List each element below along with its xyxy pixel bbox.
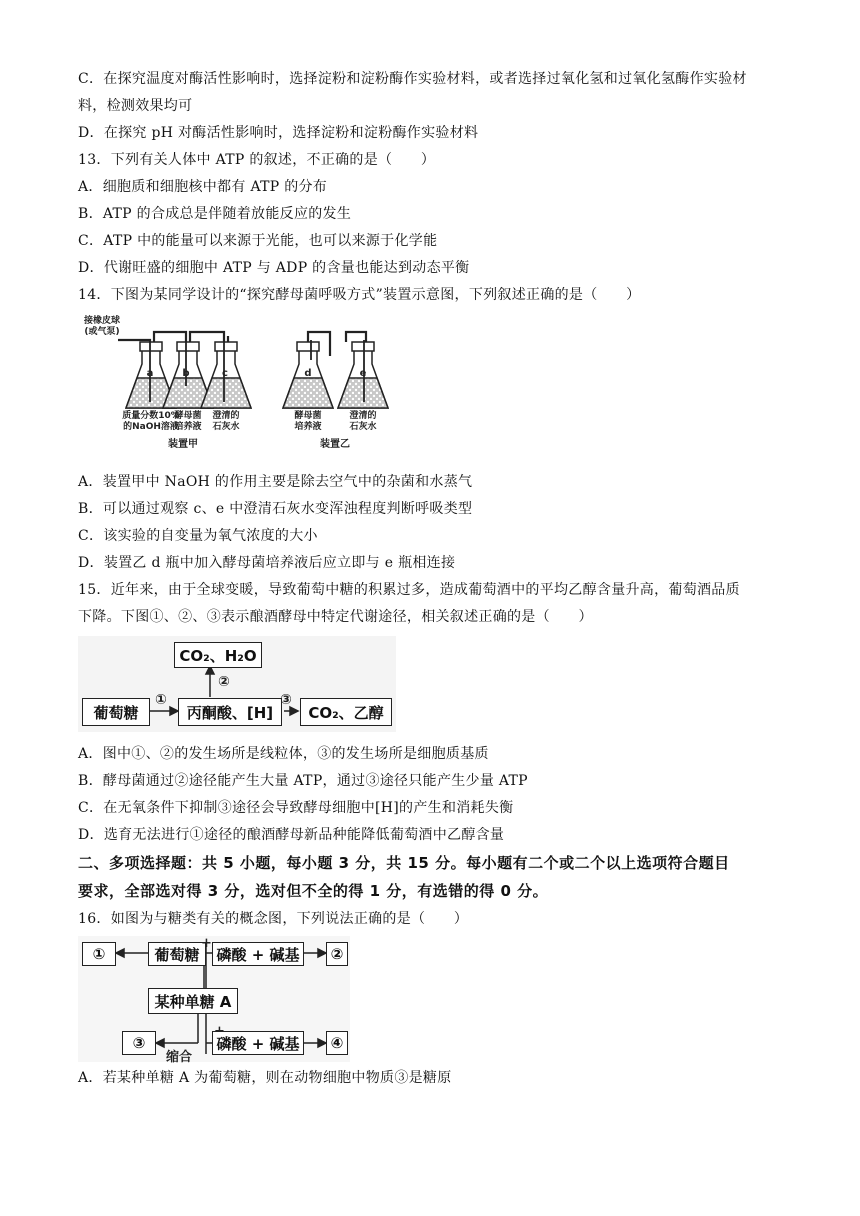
concept-box-1: ① [82,942,116,966]
condensation-label: 缩合 [166,1050,193,1065]
q13-option-d: D．代谢旺盛的细胞中 ATP 与 ADP 的含量也能达到动态平衡 [78,260,470,276]
q14-option-a: A．装置甲中 NaOH 的作用主要是除去空气中的杂菌和水蒸气 [78,474,473,490]
flask-d-label-line1: 酵母菌 [294,411,322,421]
concept-box-4: ④ [326,1031,348,1055]
q14-option-b: B．可以通过观察 c、e 中澄清石灰水变浑浊程度判断呼吸类型 [78,501,473,517]
pump-label-line2: (或气泵) [84,327,120,337]
flask-b-label-line2: 培养液 [174,422,202,432]
box-glucose: 葡萄糖 [82,698,150,726]
flask-b-label [168,411,208,433]
q15-option-b: B．酵母菌通过②途径能产生大量 ATP，通过③途径只能产生少量 ATP [78,773,528,789]
yeast-respiration-apparatus-figure [78,316,398,452]
q12-option-c-line1: C．在探究温度对酶活性影响时，选择淀粉和淀粉酶作实验材料，或者选择过氧化氢和过氧化氢酶作实验材 [78,71,747,87]
concept-box-glucose: 葡萄糖 [148,942,206,966]
q13-stem: 13．下列有关人体中 ATP 的叙述，不正确的是（ ） [78,152,436,168]
section2-title-line1: 二、多项选择题：共 5 小题，每小题 3 分，共 15 分。每小题有二个或二个以上选项符合题目 [78,854,730,872]
flask-d-label [288,411,328,433]
flask-letter-b: b [182,368,190,379]
device-jia-label: 装置甲 [168,439,198,450]
box-co2-h2o: CO₂、H₂O [174,642,262,668]
concept-box-monosaccharide-a: 某种单糖 A [148,988,238,1014]
section2-title-line2: 要求，全部选对得 3 分，选对但不全的得 1 分，有选错的得 0 分。 [78,882,549,900]
q15-stem-line2: 下降。下图①、②、③表示酿酒酵母中特定代谢途径，相关叙述正确的是（ ） [78,609,593,625]
concept-box-phosphate-base-bottom: 磷酸 + 碱基 [212,1031,304,1055]
flask-letter-a: a [146,368,154,379]
pathway-mark-1: ① [155,692,167,708]
flask-d-label-line2: 培养液 [294,422,322,432]
q15-option-d: D．选育无法进行①途径的酿酒酵母新品种能降低葡萄酒中乙醇含量 [78,827,505,843]
q12-option-c-line2: 料，检测效果均可 [78,98,193,114]
q15-stem-line1: 15．近年来，由于全球变暖，导致葡萄中糖的积累过多，造成葡萄酒中的平均乙醇含量升高，葡萄酒品质 [78,582,740,598]
q14-option-c: C．该实验的自变量为氧气浓度的大小 [78,528,318,544]
q16-stem: 16．如图为与糖类有关的概念图，下列说法正确的是（ ） [78,911,469,927]
concept-box-2: ② [326,942,348,966]
box-co2-ethanol: CO₂、乙醇 [300,698,392,726]
flask-letter-e: e [359,368,367,379]
flask-c-label [206,411,246,433]
q13-option-a: A．细胞质和细胞核中都有 ATP 的分布 [78,179,328,195]
concept-box-3: ③ [122,1031,156,1055]
pump-label-line1: 接橡皮球 [83,316,120,326]
flask-b-label-line1: 酵母菌 [174,411,202,421]
q14-stem: 14．下图为某同学设计的“探究酵母菌呼吸方式”装置示意图，下列叙述正确的是（ ） [78,287,641,303]
flask-e-label-line2: 石灰水 [349,422,377,432]
q12-option-d: D．在探究 pH 对酶活性影响时，选择淀粉和淀粉酶作实验材料 [78,125,479,141]
metabolic-pathway-figure [78,636,396,732]
flask-letter-c: c [222,368,228,379]
flask-e-label [343,411,383,433]
flask-a-label-line2: 的NaOH溶液 [123,422,179,432]
pathway-mark-2: ② [218,674,230,690]
device-yi-label: 装置乙 [320,439,350,450]
pump-label [78,316,126,338]
flask-a-label-line1: 质量分数10% [122,411,180,421]
q13-option-b: B．ATP 的合成总是伴随着放能反应的发生 [78,206,352,222]
flask-c-label-line2: 石灰水 [212,422,240,432]
carbohydrate-concept-map [78,936,350,1065]
flask-e-label-line1: 澄清的 [349,411,377,421]
q15-option-a: A．图中①、②的发生场所是线粒体，③的发生场所是细胞质基质 [78,746,489,762]
box-pyruvate-h: 丙酮酸、[H] [178,698,282,726]
concept-box-phosphate-base-top: 磷酸 + 碱基 [212,942,304,966]
q16-option-a: A．若某种单糖 A 为葡萄糖，则在动物细胞中物质③是糖原 [78,1070,452,1086]
flask-letter-d: d [304,368,312,379]
q13-option-c: C．ATP 中的能量可以来源于光能，也可以来源于化学能 [78,233,438,249]
pathway-mark-3: ③ [280,692,292,708]
q15-option-c: C．在无氧条件下抑制③途径会导致酵母细胞中[H]的产生和消耗失衡 [78,800,514,816]
plus-sign-top: + [201,936,212,951]
q14-option-d: D．装置乙 d 瓶中加入酵母菌培养液后应立即与 e 瓶相连接 [78,555,456,571]
flask-c-label-line1: 澄清的 [212,411,240,421]
